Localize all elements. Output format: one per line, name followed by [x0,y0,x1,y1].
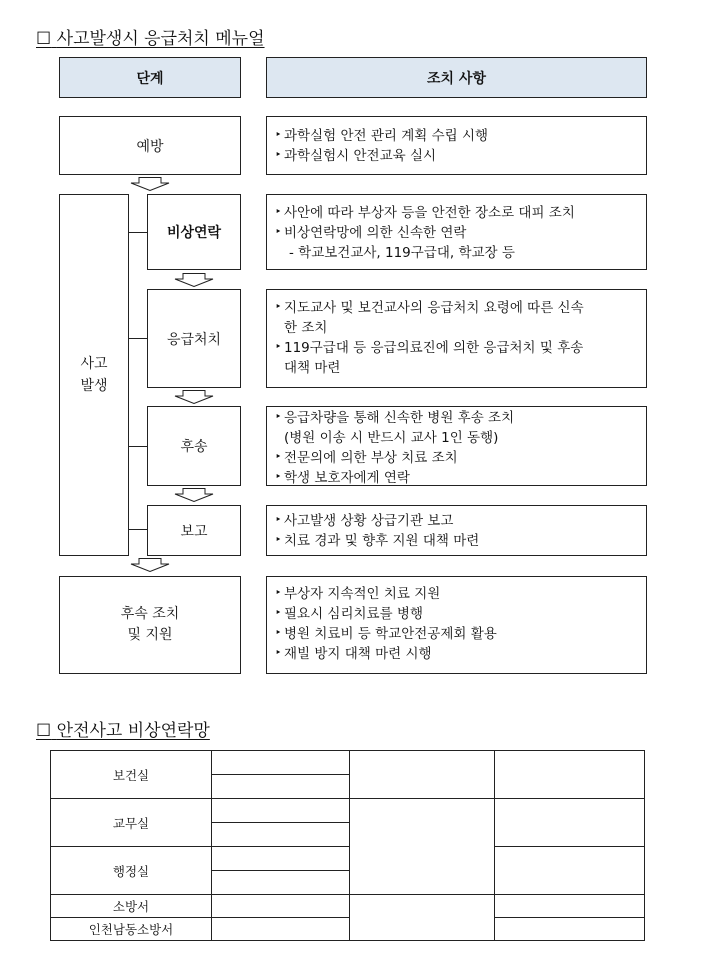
list-item: ‣ 사안에 따라 부상자 등을 안전한 장소로 대피 조치 [275,203,640,223]
table-cell [495,847,645,895]
section-title-text: 사고발생시 응급처치 메뉴얼 [56,29,265,49]
checkbox-icon: ☐ [36,29,52,49]
list-item: ‣ 재빌 방지 대책 마련 시행 [275,644,640,664]
stage-report: 보고 [147,505,241,556]
list-item: ‣ 치료 경과 및 향후 지원 대책 마련 [275,531,640,551]
list-item: ‣ 과학실험 안전 관리 계획 수립 시행 [275,126,640,146]
table-cell [212,918,350,941]
table-cell [212,847,350,871]
list-item: ‣ 응급차량을 통해 신속한 병원 후송 조치 (병원 이송 시 반드시 교사 1인 동행) [275,408,640,448]
list-item: ‣ 부상자 지속적인 치료 지원 [275,584,640,604]
detail-report [266,505,647,556]
table-cell [495,895,645,918]
list-item: ‣ 학생 보호자에게 연락 [275,468,640,488]
detail-first-aid [266,289,647,388]
contact-label: 교무실 [51,799,212,847]
list-item: ‣ 지도교사 및 보건교사의 응급처치 요령에 따른 신속 한 조치 [275,298,640,338]
table-cell [495,799,645,847]
detail-followup [266,576,647,674]
down-arrow-icon [174,390,214,404]
stage-accident: 사고 발생 [59,194,129,556]
table-cell [212,799,350,823]
header-action: 조치 사항 [266,57,647,98]
stage-first-aid: 응급처치 [147,289,241,388]
stage-emergency-contact: 비상연락 [147,194,241,270]
stage-prevention: 예방 [59,116,241,175]
table-cell [495,751,645,799]
stage-transport: 후송 [147,406,241,486]
list-item: ‣ 비상연락망에 의한 신속한 연락 [275,223,640,243]
list-item: ‣ 119구급대 등 응급의료진에 의한 응급처치 및 후송 대책 마련 [275,338,640,378]
contact-label: 인천남동소방서 [51,918,212,941]
down-arrow-icon [174,273,214,287]
table-cell [212,751,350,775]
header-stage: 단계 [59,57,241,98]
table-cell [350,751,495,799]
table-cell [495,918,645,941]
table-cell [212,775,350,799]
list-item: ‣ 전문의에 의한 부상 치료 조치 [275,448,640,468]
section-title-contact-network [36,716,210,741]
section-title-manual [36,24,265,49]
contact-label: 소방서 [51,895,212,918]
contact-label: 행정실 [51,847,212,895]
table-cell [212,871,350,895]
down-arrow-icon [130,558,170,572]
list-sub-item: - 학교보건교사, 119구급대, 학교장 등 [289,245,515,261]
table-cell [212,823,350,847]
stage-followup: 후속 조치 및 지원 [59,576,241,674]
table-cell [350,799,495,895]
detail-emergency-contact [266,194,647,270]
checkbox-icon: ☐ [36,721,52,741]
contact-label: 보건실 [51,751,212,799]
detail-transport [266,406,647,486]
table-cell [212,895,350,918]
table-cell [350,895,495,941]
detail-prevention [266,116,647,175]
contact-network-table [50,750,645,941]
down-arrow-icon [174,488,214,502]
down-arrow-icon [130,177,170,191]
list-item: ‣ 병원 치료비 등 학교안전공제회 활용 [275,624,640,644]
list-item: ‣ 사고발생 상황 상급기관 보고 [275,511,640,531]
list-item: ‣ 필요시 심리치료를 병행 [275,604,640,624]
section-title-text: 안전사고 비상연락망 [56,721,210,741]
list-item: ‣ 과학실험시 안전교육 실시 [275,146,640,166]
